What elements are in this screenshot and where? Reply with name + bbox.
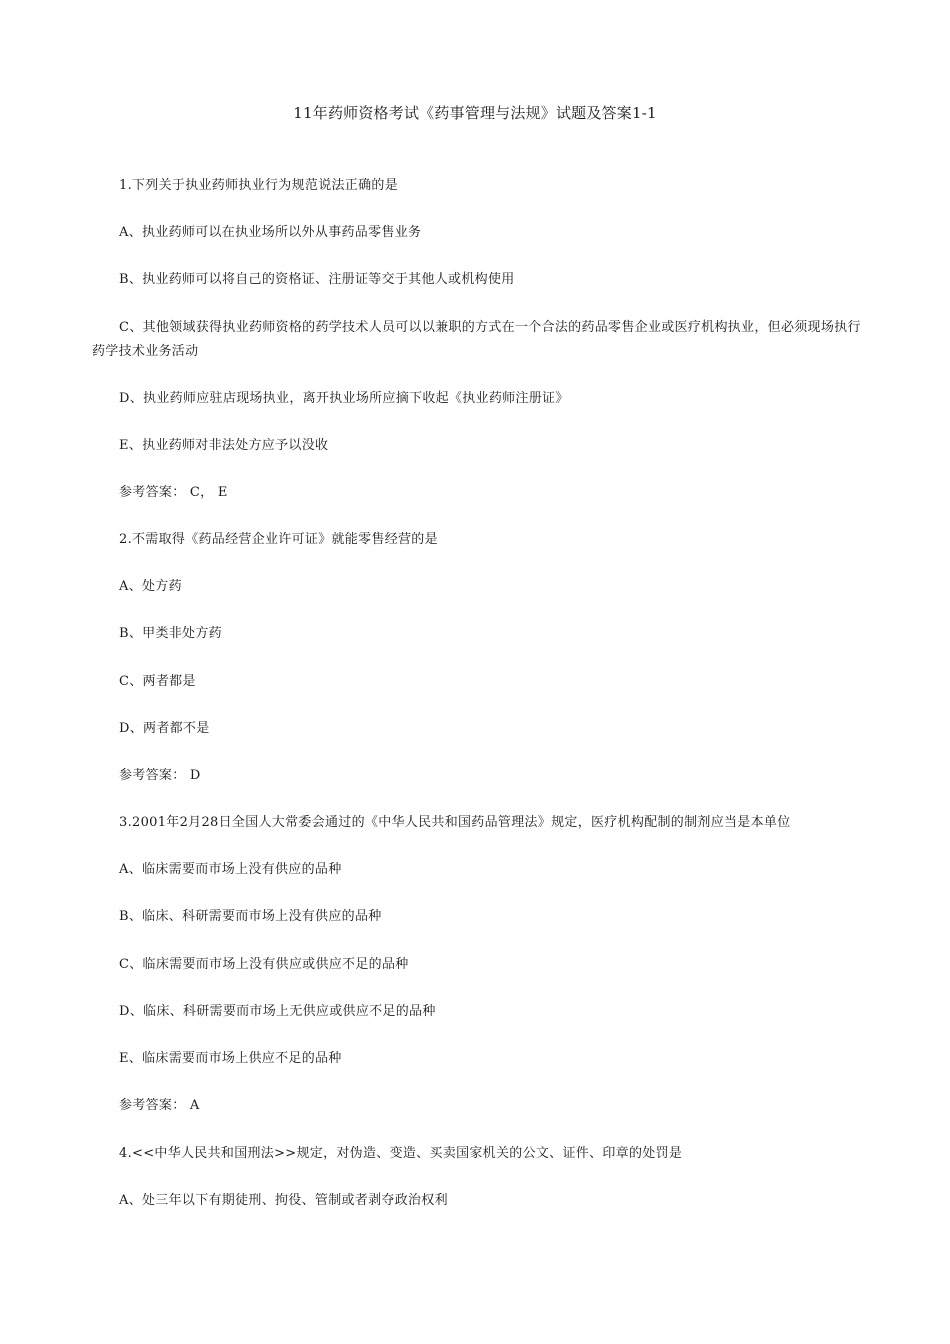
question-1-option-a: A、执业药师可以在执业场所以外从事药品零售业务: [119, 225, 422, 240]
question-3-option-d: D、临床、科研需要而市场上无供应或供应不足的品种: [119, 1004, 436, 1019]
question-1-option-d: D、执业药师应驻店现场执业，离开执业场所应摘下收起《执业药师注册证》: [119, 391, 569, 406]
question-2-option-d: D、两者都不是: [119, 721, 210, 736]
question-2-option-b: B、甲类非处方药: [119, 626, 222, 641]
question-3-option-c: C、临床需要而市场上没有供应或供应不足的品种: [119, 957, 409, 972]
question-3-answer: 参考答案： A: [119, 1098, 200, 1113]
question-3-option-a: A、临床需要而市场上没有供应的品种: [119, 862, 342, 877]
question-2-stem: 2.不需取得《药品经营企业许可证》就能零售经营的是: [119, 532, 438, 547]
document-title: 11年药师资格考试《药事管理与法规》试题及答案1-1: [293, 104, 657, 122]
question-1-option-c: C、其他领域获得执业药师资格的药学技术人员可以以兼职的方式在一个合法的药品零售企业或医疗机构执业，但必须现场执行药学技术业务活动: [92, 320, 861, 359]
question-3-option-e: E、临床需要而市场上供应不足的品种: [119, 1051, 342, 1066]
question-1-stem: 1.下列关于执业药师执业行为规范说法正确的是: [119, 178, 399, 193]
question-1-answer: 参考答案： C， E: [119, 485, 228, 500]
question-3-stem: 3.2001年2月28日全国人大常委会通过的《中华人民共和国药品管理法》规定，医疗机构配制的制剂应当是本单位: [119, 815, 791, 830]
question-1-option-e: E、执业药师对非法处方应予以没收: [119, 438, 329, 453]
question-1-option-b: B、执业药师可以将自己的资格证、注册证等交于其他人或机构使用: [119, 272, 515, 287]
question-3-option-b: B、临床、科研需要而市场上没有供应的品种: [119, 909, 382, 924]
question-2-option-c: C、两者都是: [119, 674, 196, 689]
question-2-answer: 参考答案： D: [119, 768, 201, 783]
question-4-option-a: A、处三年以下有期徒刑、拘役、管制或者剥夺政治权利: [119, 1193, 448, 1208]
question-4-stem: 4.<<中华人民共和国刑法>>规定，对伪造、变造、买卖国家机关的公文、证件、印章的处罚是: [119, 1146, 683, 1161]
question-2-option-a: A、处方药: [119, 579, 182, 594]
